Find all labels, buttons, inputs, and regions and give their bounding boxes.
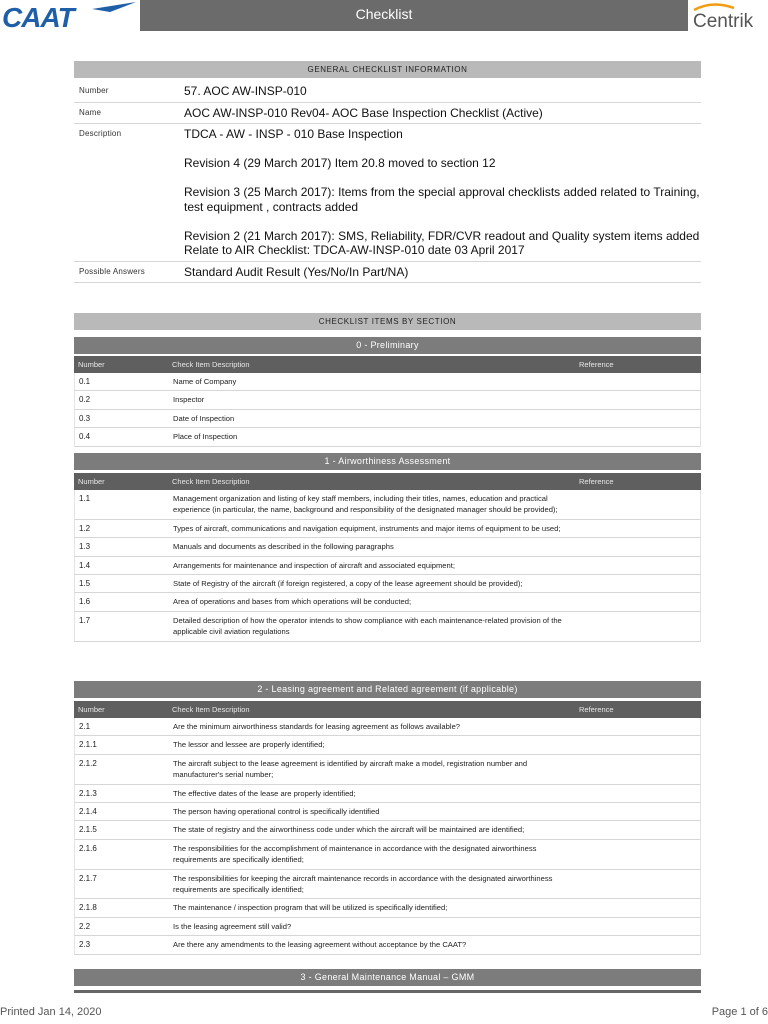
table-row xyxy=(74,918,701,936)
item-description: The effective dates of the lease are properly identified; xyxy=(173,788,356,798)
table-row xyxy=(74,557,701,575)
item-number: 2.1.8 xyxy=(79,903,97,913)
item-reference xyxy=(579,718,700,735)
info-row xyxy=(74,262,701,284)
item-number: 1.5 xyxy=(79,579,91,589)
table-row xyxy=(74,373,701,391)
info-value-text: TDCA - AW - INSP - 010 Base Inspection Revision 4 (29 March 2017) Item 20.8 moved to section 12 Revision 3 (25 March 2017): Items from the special approval checklists added related to Training, test equipment , contracts added Revision 2 (21 March 2017): SMS, Reliability, FDR/CVR readout and Quality system items added Relate to AIR Checklist: TDCA-AW-INSP-010 date 03 April 2017 xyxy=(184,127,700,257)
info-row xyxy=(74,81,701,103)
svg-text:CAAT: CAAT xyxy=(2,2,74,31)
item-description: Are there any amendments to the leasing agreement without acceptance by the CAAT? xyxy=(173,940,467,950)
info-label: Name xyxy=(79,107,102,117)
item-number: 2.1 xyxy=(79,722,91,731)
item-reference xyxy=(579,520,700,537)
info-value-text: AOC AW-INSP-010 Rev04- AOC Base Inspection Checklist (Active) xyxy=(184,105,543,120)
item-reference xyxy=(579,840,700,869)
item-description: Name of Company xyxy=(173,377,237,386)
item-number: 2.2 xyxy=(79,921,91,931)
item-number: 2.3 xyxy=(79,940,91,950)
item-description: Place of Inspection xyxy=(173,432,238,442)
item-reference xyxy=(579,821,700,838)
page-header xyxy=(0,0,768,31)
item-reference xyxy=(579,918,700,935)
info-value xyxy=(180,262,701,283)
printed-date: Printed Jan 14, 2020 xyxy=(0,1006,102,1018)
column-description: Check Item Description xyxy=(172,705,250,714)
section-title: 1 - Airworthiness Assessment xyxy=(74,453,701,470)
item-reference xyxy=(579,575,700,592)
table-row xyxy=(74,899,701,917)
page-title: Checklist xyxy=(355,6,413,22)
item-description: Are the minimum airworthiness standards for leasing agreement as follows available? xyxy=(173,722,461,731)
item-reference xyxy=(579,490,700,519)
svg-text:Centrik: Centrik xyxy=(693,11,754,31)
item-description: The responsibilities for the accomplishment of maintenance in accordance with the designated airworthiness requirements are specifically identified; xyxy=(173,843,537,865)
item-number: 0.3 xyxy=(79,413,91,423)
column-description: Check Item Description xyxy=(172,477,250,486)
section-title: 2 - Leasing agreement and Related agreement (if applicable) xyxy=(74,681,701,698)
centrik-logo xyxy=(690,2,768,31)
section-table xyxy=(74,356,701,447)
item-reference xyxy=(579,612,700,641)
item-number: 2.1.2 xyxy=(79,758,97,768)
item-reference xyxy=(579,785,700,802)
column-reference: Reference xyxy=(579,477,614,486)
item-description: Inspector xyxy=(173,395,205,405)
column-number: Number xyxy=(78,705,105,714)
item-description: The responsibilities for keeping the aircraft maintenance records in accordance with the designated airworthiness requirements are specifically identified; xyxy=(173,873,553,895)
item-number: 1.7 xyxy=(79,615,91,625)
item-reference xyxy=(579,391,700,408)
item-reference xyxy=(579,899,700,916)
section-title: 3 - General Maintenance Manual – GMM xyxy=(74,969,701,986)
item-description: The maintenance / inspection program that will be utilized is specifically identified; xyxy=(173,903,448,913)
table-row xyxy=(74,736,701,754)
item-number: 2.1.1 xyxy=(79,740,97,750)
table-row xyxy=(74,803,701,821)
info-value-text: Standard Audit Result (Yes/No/In Part/NA) xyxy=(184,264,409,279)
item-description: Detailed description of how the operator intends to show compliance with each maintenance-related provision of the applicable civil aviation regulations xyxy=(173,615,562,637)
item-number: 2.1.7 xyxy=(79,873,97,883)
table-row xyxy=(74,755,701,785)
section-title: 0 - Preliminary xyxy=(74,337,701,354)
item-description: Management organization and listing of key staff members, including their titles, names, education and practical experience (in particular, the name, background and responsibility of the designated manager should be provided); xyxy=(173,494,558,515)
item-number: 1.6 xyxy=(79,597,91,607)
caat-logo xyxy=(0,0,140,31)
table-row xyxy=(74,612,701,642)
item-number: 2.1.3 xyxy=(79,788,97,798)
item-reference xyxy=(579,410,700,427)
info-label: Possible Answers xyxy=(79,266,145,276)
item-number: 1.3 xyxy=(79,542,91,552)
table-header xyxy=(74,473,701,490)
item-reference xyxy=(579,736,700,753)
info-label: Number xyxy=(79,86,109,95)
item-number: 0.2 xyxy=(79,395,91,405)
item-reference xyxy=(579,870,700,899)
item-description: Date of Inspection xyxy=(173,413,235,423)
info-value xyxy=(180,81,701,102)
item-description: State of Registry of the aircraft (if foreign registered, a copy of the lease agreement should be provided); xyxy=(173,579,523,589)
item-number: 0.4 xyxy=(79,432,91,442)
info-value xyxy=(180,124,701,261)
item-description: Area of operations and bases from which operations will be conducted; xyxy=(173,597,412,607)
info-value-text: 57. AOC AW-INSP-010 xyxy=(184,84,307,98)
column-number: Number xyxy=(78,360,105,369)
item-number: 2.1.6 xyxy=(79,843,97,853)
item-description: Is the leasing agreement still valid? xyxy=(173,921,292,931)
item-number: 0.1 xyxy=(79,377,91,386)
item-number: 2.1.5 xyxy=(79,825,97,835)
item-description: The aircraft subject to the lease agreement is identified by aircraft make a model, registration number and manufacturer's serial number; xyxy=(173,758,528,780)
checklist-items-heading: CHECKLIST ITEMS BY SECTION xyxy=(74,313,701,330)
table-row xyxy=(74,538,701,556)
info-row xyxy=(74,124,701,262)
general-info-heading: GENERAL CHECKLIST INFORMATION xyxy=(74,61,701,78)
table-row xyxy=(74,490,701,520)
table-row xyxy=(74,410,701,428)
table-row xyxy=(74,428,701,446)
column-reference: Reference xyxy=(579,705,614,714)
column-number: Number xyxy=(78,477,105,486)
page-number: Page 1 of 6 xyxy=(711,1006,768,1018)
section-table xyxy=(74,473,701,642)
table-header xyxy=(74,356,701,373)
table-row xyxy=(74,840,701,870)
item-description: Arrangements for maintenance and inspection of aircraft and associated equipment; xyxy=(173,560,455,570)
item-number: 2.1.4 xyxy=(79,807,97,817)
section-divider xyxy=(74,990,701,993)
table-header xyxy=(74,701,701,718)
info-value xyxy=(180,103,701,124)
item-reference xyxy=(579,557,700,574)
table-row xyxy=(74,391,701,409)
item-description: Manuals and documents as described in the following paragraphs xyxy=(173,542,394,552)
item-description: The person having operational control is specifically identified xyxy=(173,807,380,817)
column-reference: Reference xyxy=(579,360,614,369)
item-description: The state of registry and the airworthiness code under which the aircraft will be maintained are identified; xyxy=(173,825,525,835)
item-number: 1.2 xyxy=(79,523,91,533)
table-row xyxy=(74,593,701,611)
column-description: Check Item Description xyxy=(172,360,250,369)
item-reference xyxy=(579,373,700,390)
section-table xyxy=(74,701,701,955)
item-description: Types of aircraft, communications and navigation equipment, instruments and major items of equipment to be used; xyxy=(173,523,561,533)
item-reference xyxy=(579,428,700,445)
info-label: Description xyxy=(79,129,122,138)
item-number: 1.1 xyxy=(79,494,91,503)
table-row xyxy=(74,785,701,803)
info-row xyxy=(74,103,701,125)
general-info-table xyxy=(74,81,701,283)
item-reference xyxy=(579,593,700,610)
item-description: The lessor and lessee are properly identified; xyxy=(173,740,325,750)
table-row xyxy=(74,870,701,900)
table-row xyxy=(74,718,701,736)
item-number: 1.4 xyxy=(79,560,91,570)
table-row xyxy=(74,821,701,839)
table-row xyxy=(74,936,701,954)
item-reference xyxy=(579,936,700,953)
table-row xyxy=(74,575,701,593)
item-reference xyxy=(579,538,700,555)
item-reference xyxy=(579,803,700,820)
item-reference xyxy=(579,755,700,784)
table-row xyxy=(74,520,701,538)
